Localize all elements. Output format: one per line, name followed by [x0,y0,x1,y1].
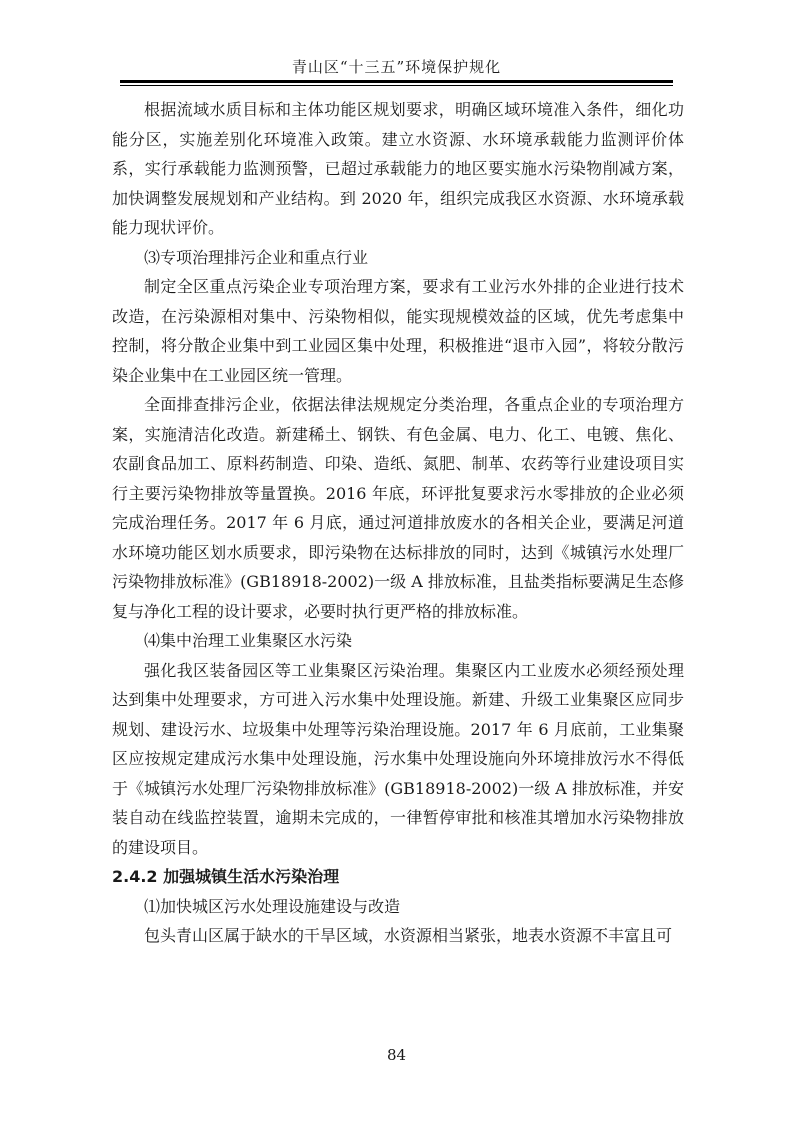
paragraph-industrial-clusters: 强化我区装备园区等工业集聚区污染治理。集聚区内工业废水必须经预处理达到集中处理要求，方可进入污水集中处理设施。新建、升级工业集聚区应同步规划、建设污水、垃圾集中处理等污染治理设施。2017 年 6 月底前，工业集聚区应按规定建成污水集中处理设施，污水集中处理设施向外环境排放污水不得低于《城镇污水处理厂污染物排放标准》(GB18918-2002)一级 A 排放标准，并安装自动在线监控装置，逾期未完成的，一律暂停审批和核准其增加水污染物排放的建设项目。 [112,660,684,857]
header-rule-thin [120,85,673,86]
subheading-industrial-clusters: ⑷集中治理工业集聚区水污染 [144,631,353,650]
subheading-special-treatment: ⑶专项治理排污企业和重点行业 [144,247,369,267]
paragraph-baotou-water: 包头青山区属于缺水的干旱区域，水资源相当紧张，地表水资源不丰富且可 [144,926,673,945]
paragraph-water-zoning: 根据流域水质目标和主体功能区规划要求，明确区域环境准入条件，细化功能分区，实施差别化环境准入政策。建立水资源、水环境承载能力监测评价体系，实行承载能力监测预警，已超过承载能力的地区要实施水污染物削减方案，加快调整发展规划和产业结构。到 2020 年，组织完成我区水资源、水环境承载能力现状评价。 [112,100,684,237]
section-heading-2-4-2: 2.4.2 加强城镇生活水污染治理 [112,867,340,886]
subheading-urban-sewage: ⑴加快城区污水处理设施建设与改造 [144,896,401,916]
paragraph-key-enterprises: 制定全区重点污染企业专项治理方案，要求有工业污水外排的企业进行技术改造，在污染源相对集中、污染物相似，能实现规模效益的区域，优先考虑集中控制，将分散企业集中到工业园区集中处理，积极推进“退市入园”，将较分散污染企业集中在工业园区统一管理。 [112,277,684,385]
page-number: 84 [386,1046,407,1064]
paragraph-enterprise-inspection: 全面排查排污企业，依据法律法规规定分类治理，各重点企业的专项治理方案，实施清洁化改造。新建稀土、钢铁、有色金属、电力、化工、电镀、焦化、农副食品加工、原料药制造、印染、造纸、氮肥、制革、农药等行业建设项目实行主要污染物排放等量置换。2016 年底，环评批复要求污水零排放的企业必须完成治理任务。2017 年 6 月底，通过河道排放废水的各相关企业，要满足河道水环境功能区划水质要求，即污染物在达标排放的同时，达到《城镇污水处理厂污染物排放标准》(GB18918-2002)一级 A 排放标准，且盐类指标要满足生态修复与净化工程的设计要求，必要时执行更严格的排放标准。 [112,395,684,621]
header-rule-thick [120,80,673,83]
page-header-title: 青山区“十三五”环境保护规化 [291,58,502,76]
document-body [112,95,684,951]
